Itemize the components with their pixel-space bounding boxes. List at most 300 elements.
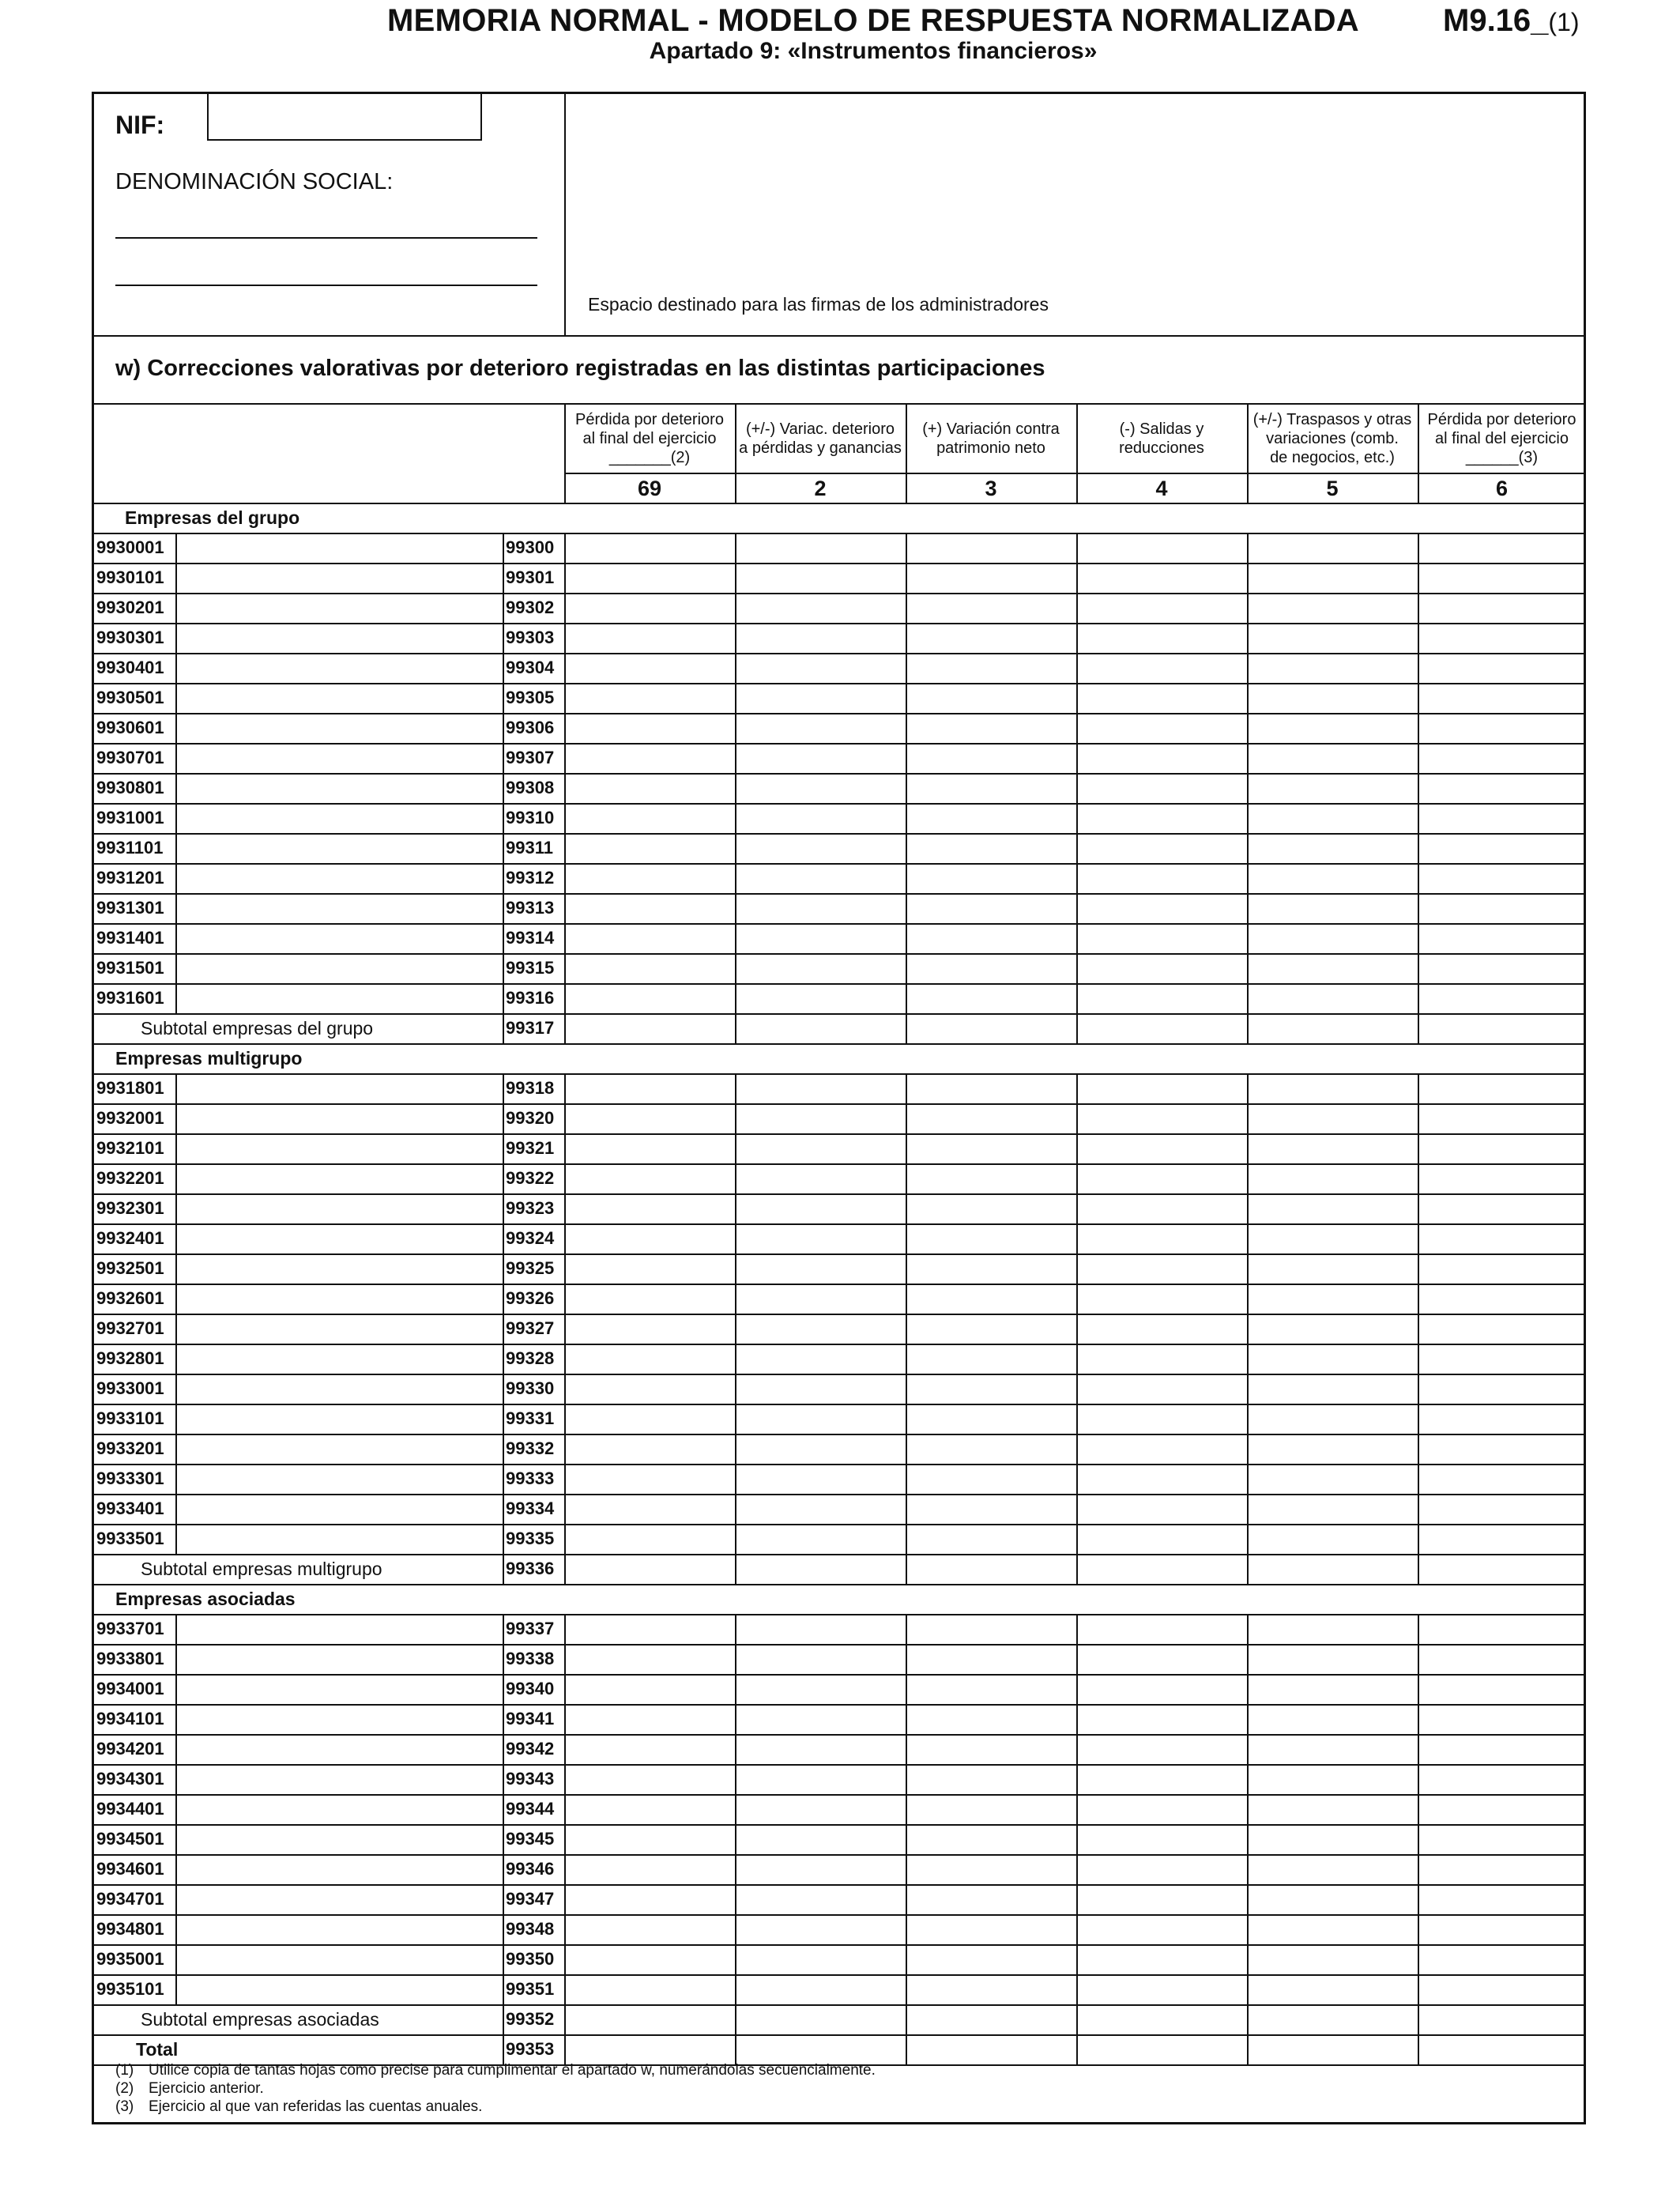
value-cell-3[interactable] [909,683,1078,713]
value-cell-2[interactable] [738,893,907,923]
value-cell-3[interactable] [909,1223,1078,1253]
denominacion-input-line-2[interactable] [115,285,537,286]
value-cell-69[interactable] [567,1734,736,1764]
value-cell-4[interactable] [1079,1884,1249,1914]
value-cell-5[interactable] [1250,1073,1419,1103]
value-cell-4[interactable] [1079,623,1249,653]
value-cell-2[interactable] [738,683,907,713]
value-cell-2[interactable] [738,1404,907,1434]
value-cell-2[interactable] [738,533,907,563]
value-cell-3[interactable] [909,1013,1078,1043]
value-cell-4[interactable] [1079,1794,1249,1824]
value-cell-69[interactable] [567,653,736,683]
value-cell-4[interactable] [1079,1163,1249,1193]
value-cell-3[interactable] [909,1314,1078,1344]
value-cell-69[interactable] [567,1073,736,1103]
value-cell-2[interactable] [738,1073,907,1103]
value-cell-5[interactable] [1250,863,1419,893]
value-cell-5[interactable] [1250,1914,1419,1944]
value-cell-4[interactable] [1079,1824,1249,1854]
value-cell-69[interactable] [567,863,736,893]
value-cell-6[interactable] [1421,1674,1588,1704]
value-cell-4[interactable] [1079,2004,1249,2034]
value-cell-4[interactable] [1079,1854,1249,1884]
value-cell-69[interactable] [567,2034,736,2064]
value-cell-5[interactable] [1250,1344,1419,1374]
value-cell-3[interactable] [909,1884,1078,1914]
value-cell-4[interactable] [1079,833,1249,863]
value-cell-6[interactable] [1421,743,1588,773]
value-cell-69[interactable] [567,1914,736,1944]
value-cell-2[interactable] [738,2034,907,2064]
value-cell-5[interactable] [1250,1764,1419,1794]
value-cell-2[interactable] [738,1284,907,1314]
value-cell-6[interactable] [1421,1133,1588,1163]
value-cell-2[interactable] [738,953,907,983]
value-cell-4[interactable] [1079,1734,1249,1764]
value-cell-4[interactable] [1079,893,1249,923]
value-cell-3[interactable] [909,983,1078,1013]
value-cell-4[interactable] [1079,743,1249,773]
value-cell-4[interactable] [1079,563,1249,593]
value-cell-2[interactable] [738,1163,907,1193]
value-cell-6[interactable] [1421,1854,1588,1884]
value-cell-2[interactable] [738,2004,907,2034]
value-cell-69[interactable] [567,1614,736,1644]
value-cell-3[interactable] [909,1193,1078,1223]
value-cell-4[interactable] [1079,1554,1249,1584]
value-cell-5[interactable] [1250,2034,1419,2064]
value-cell-3[interactable] [909,1344,1078,1374]
value-cell-4[interactable] [1079,923,1249,953]
value-cell-4[interactable] [1079,803,1249,833]
value-cell-6[interactable] [1421,1404,1588,1434]
value-cell-5[interactable] [1250,833,1419,863]
value-cell-2[interactable] [738,1314,907,1344]
value-cell-69[interactable] [567,953,736,983]
value-cell-69[interactable] [567,1854,736,1884]
value-cell-5[interactable] [1250,713,1419,743]
value-cell-4[interactable] [1079,1404,1249,1434]
value-cell-6[interactable] [1421,1524,1588,1554]
value-cell-5[interactable] [1250,983,1419,1013]
value-cell-3[interactable] [909,1674,1078,1704]
value-cell-4[interactable] [1079,983,1249,1013]
value-cell-4[interactable] [1079,1013,1249,1043]
value-cell-5[interactable] [1250,1824,1419,1854]
value-cell-3[interactable] [909,1914,1078,1944]
value-cell-5[interactable] [1250,563,1419,593]
value-cell-4[interactable] [1079,1434,1249,1464]
value-cell-6[interactable] [1421,893,1588,923]
row-key: 99302 [506,598,555,617]
value-cell-6[interactable] [1421,1554,1588,1584]
value-cell-5[interactable] [1250,1644,1419,1674]
value-cell-69[interactable] [567,1344,736,1374]
value-cell-69[interactable] [567,1434,736,1464]
value-cell-6[interactable] [1421,1914,1588,1944]
value-cell-5[interactable] [1250,1284,1419,1314]
value-cell-3[interactable] [909,1524,1078,1554]
value-cell-5[interactable] [1250,923,1419,953]
value-cell-3[interactable] [909,713,1078,743]
value-cell-3[interactable] [909,863,1078,893]
value-cell-69[interactable] [567,1524,736,1554]
value-cell-4[interactable] [1079,593,1249,623]
value-cell-69[interactable] [567,623,736,653]
value-cell-6[interactable] [1421,1344,1588,1374]
value-cell-6[interactable] [1421,1073,1588,1103]
value-cell-6[interactable] [1421,1163,1588,1193]
value-cell-2[interactable] [738,743,907,773]
value-cell-2[interactable] [738,593,907,623]
value-cell-5[interactable] [1250,1944,1419,1974]
value-cell-4[interactable] [1079,863,1249,893]
value-cell-69[interactable] [567,1374,736,1404]
value-cell-3[interactable] [909,1284,1078,1314]
value-cell-3[interactable] [909,1704,1078,1734]
value-cell-69[interactable] [567,1404,736,1434]
value-cell-5[interactable] [1250,1674,1419,1704]
value-cell-3[interactable] [909,1103,1078,1133]
value-cell-6[interactable] [1421,1764,1588,1794]
value-cell-4[interactable] [1079,1133,1249,1163]
value-cell-5[interactable] [1250,1464,1419,1494]
value-cell-5[interactable] [1250,803,1419,833]
value-cell-6[interactable] [1421,1884,1588,1914]
value-cell-5[interactable] [1250,623,1419,653]
value-cell-3[interactable] [909,1974,1078,2004]
value-cell-69[interactable] [567,1794,736,1824]
value-cell-69[interactable] [567,563,736,593]
value-cell-4[interactable] [1079,1464,1249,1494]
value-cell-5[interactable] [1250,1614,1419,1644]
value-cell-2[interactable] [738,1374,907,1404]
value-cell-5[interactable] [1250,1013,1419,1043]
value-cell-6[interactable] [1421,2034,1588,2064]
value-cell-69[interactable] [567,1674,736,1704]
value-cell-3[interactable] [909,1554,1078,1584]
value-cell-3[interactable] [909,1133,1078,1163]
value-cell-6[interactable] [1421,1253,1588,1284]
value-cell-3[interactable] [909,1734,1078,1764]
value-cell-4[interactable] [1079,1674,1249,1704]
value-cell-5[interactable] [1250,1103,1419,1133]
value-cell-6[interactable] [1421,923,1588,953]
value-cell-6[interactable] [1421,2004,1588,2034]
value-cell-6[interactable] [1421,1013,1588,1043]
value-cell-69[interactable] [567,1284,736,1314]
value-cell-5[interactable] [1250,1163,1419,1193]
value-cell-3[interactable] [909,653,1078,683]
value-cell-4[interactable] [1079,773,1249,803]
value-cell-5[interactable] [1250,893,1419,923]
value-cell-5[interactable] [1250,1974,1419,2004]
value-cell-3[interactable] [909,1073,1078,1103]
value-cell-5[interactable] [1250,1734,1419,1764]
value-cell-2[interactable] [738,1253,907,1284]
value-cell-2[interactable] [738,833,907,863]
value-cell-6[interactable] [1421,1794,1588,1824]
value-cell-6[interactable] [1421,593,1588,623]
value-cell-6[interactable] [1421,983,1588,1013]
value-cell-2[interactable] [738,1013,907,1043]
value-cell-6[interactable] [1421,803,1588,833]
value-cell-6[interactable] [1421,623,1588,653]
value-cell-3[interactable] [909,593,1078,623]
value-cell-3[interactable] [909,623,1078,653]
value-cell-6[interactable] [1421,1314,1588,1344]
value-cell-2[interactable] [738,803,907,833]
value-cell-3[interactable] [909,563,1078,593]
value-cell-2[interactable] [738,713,907,743]
value-cell-3[interactable] [909,1944,1078,1974]
value-cell-5[interactable] [1250,743,1419,773]
value-cell-5[interactable] [1250,533,1419,563]
value-cell-6[interactable] [1421,1974,1588,2004]
value-cell-69[interactable] [567,1464,736,1494]
value-cell-4[interactable] [1079,1974,1249,2004]
value-cell-69[interactable] [567,743,736,773]
table-row [93,983,1584,1013]
value-cell-3[interactable] [909,1824,1078,1854]
value-cell-69[interactable] [567,683,736,713]
value-cell-2[interactable] [738,623,907,653]
value-cell-2[interactable] [738,773,907,803]
value-cell-4[interactable] [1079,1494,1249,1524]
value-cell-2[interactable] [738,1644,907,1674]
row-code: 9934001 [96,1679,164,1698]
value-cell-2[interactable] [738,1434,907,1464]
value-cell-4[interactable] [1079,1193,1249,1223]
value-cell-3[interactable] [909,1764,1078,1794]
value-cell-3[interactable] [909,533,1078,563]
value-cell-2[interactable] [738,1704,907,1734]
value-cell-69[interactable] [567,2004,736,2034]
value-cell-2[interactable] [738,1554,907,1584]
value-cell-2[interactable] [738,1614,907,1644]
value-cell-69[interactable] [567,833,736,863]
value-cell-4[interactable] [1079,1374,1249,1404]
value-cell-6[interactable] [1421,713,1588,743]
value-cell-3[interactable] [909,773,1078,803]
value-cell-69[interactable] [567,1704,736,1734]
value-cell-5[interactable] [1250,1854,1419,1884]
value-cell-69[interactable] [567,1103,736,1133]
value-cell-69[interactable] [567,1193,736,1223]
value-cell-6[interactable] [1421,1644,1588,1674]
value-cell-3[interactable] [909,1163,1078,1193]
value-cell-4[interactable] [1079,1944,1249,1974]
value-cell-69[interactable] [567,1824,736,1854]
value-cell-5[interactable] [1250,1704,1419,1734]
value-cell-6[interactable] [1421,1103,1588,1133]
denominacion-input-line-1[interactable] [115,237,537,239]
value-cell-69[interactable] [567,1764,736,1794]
value-cell-2[interactable] [738,653,907,683]
value-cell-3[interactable] [909,1854,1078,1884]
value-cell-5[interactable] [1250,593,1419,623]
value-cell-2[interactable] [738,1914,907,1944]
value-cell-69[interactable] [567,1133,736,1163]
value-cell-4[interactable] [1079,1704,1249,1734]
value-cell-4[interactable] [1079,533,1249,563]
value-cell-4[interactable] [1079,1344,1249,1374]
value-cell-3[interactable] [909,1464,1078,1494]
value-cell-5[interactable] [1250,1374,1419,1404]
value-cell-2[interactable] [738,1524,907,1554]
value-cell-69[interactable] [567,1223,736,1253]
value-cell-69[interactable] [567,533,736,563]
value-cell-3[interactable] [909,1494,1078,1524]
value-cell-6[interactable] [1421,533,1588,563]
value-cell-3[interactable] [909,1434,1078,1464]
value-cell-6[interactable] [1421,1824,1588,1854]
value-cell-2[interactable] [738,1794,907,1824]
value-cell-69[interactable] [567,1884,736,1914]
value-cell-6[interactable] [1421,683,1588,713]
value-cell-5[interactable] [1250,653,1419,683]
value-cell-4[interactable] [1079,653,1249,683]
value-cell-6[interactable] [1421,833,1588,863]
value-cell-4[interactable] [1079,1524,1249,1554]
value-cell-5[interactable] [1250,1794,1419,1824]
value-cell-3[interactable] [909,1614,1078,1644]
value-cell-2[interactable] [738,1103,907,1133]
value-cell-4[interactable] [1079,1314,1249,1344]
value-cell-6[interactable] [1421,563,1588,593]
value-cell-3[interactable] [909,2004,1078,2034]
value-cell-69[interactable] [567,803,736,833]
value-cell-2[interactable] [738,1223,907,1253]
value-cell-69[interactable] [567,1013,736,1043]
value-cell-69[interactable] [567,713,736,743]
value-cell-2[interactable] [738,1494,907,1524]
value-cell-69[interactable] [567,893,736,923]
value-cell-2[interactable] [738,1764,907,1794]
value-cell-69[interactable] [567,593,736,623]
value-cell-2[interactable] [738,1734,907,1764]
value-cell-4[interactable] [1079,1103,1249,1133]
value-cell-3[interactable] [909,803,1078,833]
value-cell-3[interactable] [909,1644,1078,1674]
value-cell-6[interactable] [1421,1944,1588,1974]
value-cell-6[interactable] [1421,1374,1588,1404]
value-cell-4[interactable] [1079,1284,1249,1314]
value-cell-5[interactable] [1250,1223,1419,1253]
value-cell-5[interactable] [1250,773,1419,803]
value-cell-5[interactable] [1250,1494,1419,1524]
value-cell-4[interactable] [1079,1764,1249,1794]
value-cell-3[interactable] [909,893,1078,923]
value-cell-69[interactable] [567,773,736,803]
value-cell-5[interactable] [1250,1193,1419,1223]
value-cell-4[interactable] [1079,683,1249,713]
value-cell-5[interactable] [1250,683,1419,713]
value-cell-5[interactable] [1250,1524,1419,1554]
value-cell-2[interactable] [738,923,907,953]
value-cell-69[interactable] [567,1253,736,1284]
value-cell-6[interactable] [1421,773,1588,803]
value-cell-3[interactable] [909,1794,1078,1824]
value-cell-5[interactable] [1250,1434,1419,1464]
value-cell-2[interactable] [738,1464,907,1494]
value-cell-6[interactable] [1421,1704,1588,1734]
value-cell-4[interactable] [1079,1253,1249,1284]
value-cell-69[interactable] [567,923,736,953]
value-cell-4[interactable] [1079,1914,1249,1944]
value-cell-4[interactable] [1079,2034,1249,2064]
value-cell-2[interactable] [738,1974,907,2004]
value-cell-69[interactable] [567,983,736,1013]
value-cell-2[interactable] [738,1193,907,1223]
value-cell-6[interactable] [1421,1734,1588,1764]
value-cell-5[interactable] [1250,2004,1419,2034]
value-cell-5[interactable] [1250,1314,1419,1344]
value-cell-2[interactable] [738,983,907,1013]
value-cell-6[interactable] [1421,953,1588,983]
value-cell-6[interactable] [1421,653,1588,683]
value-cell-2[interactable] [738,1674,907,1704]
value-cell-4[interactable] [1079,1614,1249,1644]
value-cell-69[interactable] [567,1974,736,2004]
value-cell-3[interactable] [909,1253,1078,1284]
value-cell-2[interactable] [738,563,907,593]
value-cell-6[interactable] [1421,1614,1588,1644]
value-cell-3[interactable] [909,1374,1078,1404]
value-cell-5[interactable] [1250,1884,1419,1914]
value-cell-2[interactable] [738,1944,907,1974]
value-cell-69[interactable] [567,1494,736,1524]
value-cell-2[interactable] [738,1133,907,1163]
nif-input[interactable] [207,92,482,141]
value-cell-3[interactable] [909,743,1078,773]
value-cell-69[interactable] [567,1163,736,1193]
value-cell-6[interactable] [1421,1193,1588,1223]
value-cell-2[interactable] [738,1854,907,1884]
value-cell-5[interactable] [1250,1133,1419,1163]
value-cell-2[interactable] [738,1884,907,1914]
value-cell-6[interactable] [1421,1223,1588,1253]
value-cell-69[interactable] [567,1644,736,1674]
value-cell-3[interactable] [909,953,1078,983]
value-cell-6[interactable] [1421,1284,1588,1314]
value-cell-5[interactable] [1250,953,1419,983]
value-cell-4[interactable] [1079,1223,1249,1253]
value-cell-2[interactable] [738,1824,907,1854]
value-cell-6[interactable] [1421,1494,1588,1524]
value-cell-2[interactable] [738,1344,907,1374]
value-cell-3[interactable] [909,2034,1078,2064]
value-cell-4[interactable] [1079,713,1249,743]
value-cell-2[interactable] [738,863,907,893]
value-cell-6[interactable] [1421,863,1588,893]
value-cell-4[interactable] [1079,953,1249,983]
value-cell-5[interactable] [1250,1554,1419,1584]
value-cell-69[interactable] [567,1554,736,1584]
value-cell-5[interactable] [1250,1253,1419,1284]
value-cell-5[interactable] [1250,1404,1419,1434]
value-cell-69[interactable] [567,1314,736,1344]
value-cell-4[interactable] [1079,1073,1249,1103]
value-cell-3[interactable] [909,1404,1078,1434]
value-cell-6[interactable] [1421,1464,1588,1494]
value-cell-69[interactable] [567,1944,736,1974]
value-cell-6[interactable] [1421,1434,1588,1464]
value-cell-3[interactable] [909,833,1078,863]
value-cell-4[interactable] [1079,1644,1249,1674]
value-cell-3[interactable] [909,923,1078,953]
